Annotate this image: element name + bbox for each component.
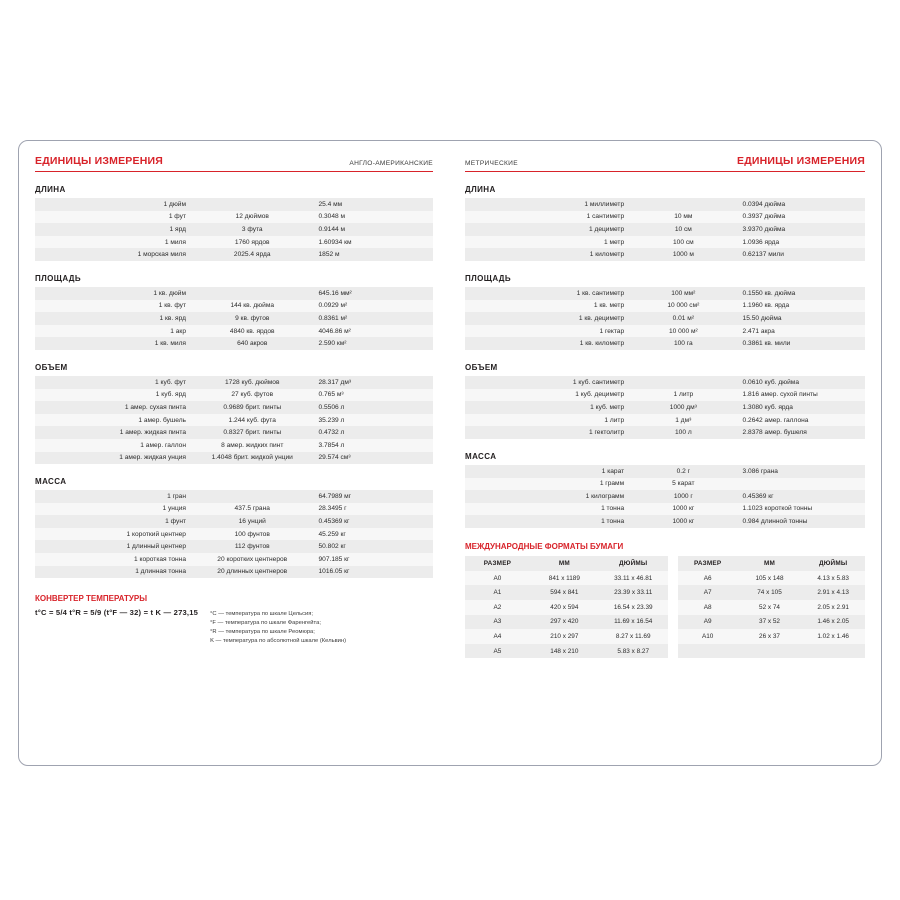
table-row bbox=[465, 389, 865, 402]
table-cell bbox=[192, 490, 313, 503]
section-mass-metric bbox=[465, 452, 865, 528]
table-cell: 1 дюйм bbox=[35, 198, 192, 211]
section-area-metric bbox=[465, 274, 865, 350]
table-row bbox=[465, 629, 668, 644]
table-cell bbox=[678, 644, 738, 659]
table-cell: 100 см bbox=[630, 236, 736, 249]
table-cell: 37 x 52 bbox=[738, 615, 802, 630]
table-cell: 0.01 м² bbox=[630, 312, 736, 325]
table-row bbox=[465, 325, 865, 338]
tbody-r1 bbox=[465, 287, 865, 350]
table-row bbox=[465, 490, 865, 503]
section-mass-imperial bbox=[35, 477, 433, 578]
table-cell: 0.765 м³ bbox=[312, 389, 433, 402]
table-row bbox=[35, 325, 433, 338]
section-title: ПЛОЩАДЬ bbox=[465, 273, 512, 283]
table-row bbox=[35, 553, 433, 566]
table-cell: 1.816 амер. сухой пинты bbox=[737, 389, 865, 402]
section-volume-imperial bbox=[35, 363, 433, 464]
section-area-imperial bbox=[35, 274, 433, 350]
table-cell bbox=[192, 287, 313, 300]
table-cell: 1.244 куб. фута bbox=[192, 414, 313, 427]
table-cell: 1 куб. ярд bbox=[35, 389, 192, 402]
table-cell: 1 литр bbox=[630, 389, 736, 402]
table-cell: 25.4 мм bbox=[312, 198, 433, 211]
temperature-note: K — температура по абсолютной шкале (Кельвин) bbox=[210, 638, 347, 645]
table-row bbox=[465, 600, 668, 615]
paper-col-mm: ММ bbox=[738, 556, 802, 571]
temperature-note: °С — температура по шкале Цельсия; bbox=[210, 611, 314, 618]
table-cell: 594 x 841 bbox=[530, 585, 599, 600]
left-column bbox=[19, 141, 449, 765]
table-row bbox=[35, 414, 433, 427]
table-cell: 148 x 210 bbox=[530, 644, 599, 659]
table-cell: A3 bbox=[465, 615, 530, 630]
table-cell: 0.0394 дюйма bbox=[737, 198, 865, 211]
table-row bbox=[465, 300, 865, 313]
table-row bbox=[465, 198, 865, 211]
table-cell: 0.2 г bbox=[630, 465, 736, 478]
section-title: ПЛОЩАДЬ bbox=[35, 273, 82, 283]
table-cell: 0.984 длинной тонны bbox=[737, 515, 865, 528]
right-header bbox=[465, 155, 865, 172]
table-cell: 20 длинных центнеров bbox=[192, 566, 313, 579]
table-cell: 1000 м bbox=[630, 248, 736, 261]
table-cell: A9 bbox=[678, 615, 738, 630]
table-row bbox=[35, 337, 433, 350]
table-cell: 0.3937 дюйма bbox=[737, 211, 865, 224]
table-row bbox=[35, 198, 433, 211]
table-cell: 0.45369 кг bbox=[737, 490, 865, 503]
table-cell: 1 унция bbox=[35, 503, 192, 516]
paper-col-mm: ММ bbox=[530, 556, 599, 571]
table-cell: 1 длинный центнер bbox=[35, 540, 192, 553]
table-cell: 0.3861 кв. мили bbox=[737, 337, 865, 350]
table-cell: 1 ярд bbox=[35, 223, 192, 236]
table-cell: 16 унций bbox=[192, 515, 313, 528]
table-row bbox=[35, 490, 433, 503]
table-row bbox=[35, 223, 433, 236]
table-row bbox=[465, 376, 865, 389]
section-title: ОБЪЕМ bbox=[35, 362, 68, 372]
table-cell: 1.4048 брит. жидкой унции bbox=[192, 452, 313, 465]
table-cell: 1 грамм bbox=[465, 478, 630, 491]
section-length-metric bbox=[465, 185, 865, 261]
temperature-note: °R — температура по шкале Реомюра; bbox=[210, 629, 315, 636]
table-row bbox=[35, 211, 433, 224]
table-cell: 1 гектар bbox=[465, 325, 630, 338]
table-cell: 1 карат bbox=[465, 465, 630, 478]
table-cell: 27 куб. футов bbox=[192, 389, 313, 402]
table-row bbox=[465, 478, 865, 491]
table-row bbox=[465, 503, 865, 516]
table-cell: 0.3048 м bbox=[312, 211, 433, 224]
table-cell: 1.02 x 1.46 bbox=[801, 629, 865, 644]
table-cell: 0.1550 кв. дюйма bbox=[737, 287, 865, 300]
table-cell: 64.7989 мг bbox=[312, 490, 433, 503]
conversion-table bbox=[465, 376, 865, 439]
table-cell: A7 bbox=[678, 585, 738, 600]
table-cell: 8 амер. жидких пинт bbox=[192, 439, 313, 452]
table-row bbox=[35, 236, 433, 249]
conversion-table bbox=[35, 287, 433, 350]
table-cell bbox=[737, 478, 865, 491]
table-cell: 3.9370 дюйма bbox=[737, 223, 865, 236]
table-row bbox=[35, 452, 433, 465]
table-cell: 9 кв. футов bbox=[192, 312, 313, 325]
table-cell: 2.8378 амер. бушеля bbox=[737, 426, 865, 439]
table-cell: 28.317 дм³ bbox=[312, 376, 433, 389]
temperature-converter-title: КОНВЕРТЕР ТЕМПЕРАТУРЫ bbox=[35, 594, 148, 604]
table-row bbox=[678, 585, 865, 600]
table-cell: 1 акр bbox=[35, 325, 192, 338]
table-cell: 144 кв. дюйма bbox=[192, 300, 313, 313]
table-cell: 640 акров bbox=[192, 337, 313, 350]
table-row bbox=[465, 236, 865, 249]
table-row bbox=[35, 426, 433, 439]
table-cell: 1 кв. километр bbox=[465, 337, 630, 350]
table-cell: 0.62137 мили bbox=[737, 248, 865, 261]
table-cell bbox=[738, 644, 802, 659]
table-row bbox=[35, 389, 433, 402]
table-cell bbox=[630, 198, 736, 211]
paper-col-inch: ДЮЙМЫ bbox=[599, 556, 668, 571]
table-cell: 26 x 37 bbox=[738, 629, 802, 644]
table-row bbox=[35, 503, 433, 516]
table-cell: 1 короткая тонна bbox=[35, 553, 192, 566]
table-cell: 1 амер. бушель bbox=[35, 414, 192, 427]
table-cell: 1000 кг bbox=[630, 515, 736, 528]
section-title: ДЛИНА bbox=[35, 185, 66, 194]
table-cell: 1 дм³ bbox=[630, 414, 736, 427]
table-cell: 907.185 кг bbox=[312, 553, 433, 566]
table-cell: 4840 кв. ярдов bbox=[192, 325, 313, 338]
tbody-l0 bbox=[35, 198, 433, 261]
table-cell: 2025.4 ярда bbox=[192, 248, 313, 261]
section-title: МАССА bbox=[35, 477, 67, 487]
table-row bbox=[465, 571, 668, 586]
table-row bbox=[678, 629, 865, 644]
table-row bbox=[678, 571, 865, 586]
section-volume-metric bbox=[465, 363, 865, 439]
table-cell: 1 метр bbox=[465, 236, 630, 249]
table-row bbox=[465, 248, 865, 261]
section-length-imperial bbox=[35, 185, 433, 261]
table-cell: 100 л bbox=[630, 426, 736, 439]
table-cell: 1 амер. жидкая пинта bbox=[35, 426, 192, 439]
table-cell: 1 куб. фут bbox=[35, 376, 192, 389]
right-header-title: ЕДИНИЦЫ ИЗМЕРЕНИЯ bbox=[737, 155, 865, 167]
table-header-row bbox=[678, 556, 865, 571]
tbody-r3 bbox=[465, 465, 865, 528]
table-row bbox=[678, 615, 865, 630]
table-cell: 1 морская миля bbox=[35, 248, 192, 261]
paper-col-inch: ДЮЙМЫ bbox=[801, 556, 865, 571]
conversion-table bbox=[465, 287, 865, 350]
table-cell: 1 килограмм bbox=[465, 490, 630, 503]
conversion-table bbox=[35, 490, 433, 578]
reference-card bbox=[18, 140, 882, 766]
tbody-r0 bbox=[465, 198, 865, 261]
table-cell: A2 bbox=[465, 600, 530, 615]
table-cell: 645.16 мм² bbox=[312, 287, 433, 300]
paper-head-left bbox=[465, 556, 668, 571]
table-cell: 4.13 x 5.83 bbox=[801, 571, 865, 586]
table-cell: A1 bbox=[465, 585, 530, 600]
table-cell: 1 куб. сантиметр bbox=[465, 376, 630, 389]
table-cell: 1 амер. галлон bbox=[35, 439, 192, 452]
table-cell: 2.05 x 2.91 bbox=[801, 600, 865, 615]
conversion-table bbox=[35, 376, 433, 464]
tbody-r2 bbox=[465, 376, 865, 439]
table-row bbox=[465, 515, 865, 528]
table-cell: 0.45369 кг bbox=[312, 515, 433, 528]
table-cell: 437.5 грана bbox=[192, 503, 313, 516]
table-row bbox=[35, 528, 433, 541]
temperature-notes bbox=[210, 610, 346, 646]
table-cell: A6 bbox=[678, 571, 738, 586]
table-cell: 5.83 x 8.27 bbox=[599, 644, 668, 659]
table-row bbox=[465, 211, 865, 224]
table-cell: 1.1960 кв. ярда bbox=[737, 300, 865, 313]
table-cell: A10 bbox=[678, 629, 738, 644]
table-cell bbox=[630, 376, 736, 389]
table-cell: 1 кв. миля bbox=[35, 337, 192, 350]
table-cell: 1.1023 короткой тонны bbox=[737, 503, 865, 516]
left-header-subtitle: АНГЛО-АМЕРИКАНСКИЕ bbox=[349, 160, 433, 167]
table-cell: 1 кв. фут bbox=[35, 300, 192, 313]
table-cell: 52 x 74 bbox=[738, 600, 802, 615]
table-cell: 1000 кг bbox=[630, 503, 736, 516]
table-cell: 1 километр bbox=[465, 248, 630, 261]
table-row bbox=[678, 600, 865, 615]
table-cell: 23.39 x 33.11 bbox=[599, 585, 668, 600]
table-cell: 100 мм² bbox=[630, 287, 736, 300]
table-row bbox=[35, 300, 433, 313]
table-cell: 2.471 акра bbox=[737, 325, 865, 338]
table-cell: 50.802 кг bbox=[312, 540, 433, 553]
table-cell: 29.574 см³ bbox=[312, 452, 433, 465]
table-row bbox=[35, 287, 433, 300]
table-cell: 1 кв. дециметр bbox=[465, 312, 630, 325]
table-cell: A5 bbox=[465, 644, 530, 659]
table-row bbox=[35, 515, 433, 528]
table-cell: 0.4732 л bbox=[312, 426, 433, 439]
table-cell: 1 гектолитр bbox=[465, 426, 630, 439]
table-cell bbox=[192, 198, 313, 211]
table-row bbox=[35, 401, 433, 414]
paper-formats-title: МЕЖДУНАРОДНЫЕ ФОРМАТЫ БУМАГИ bbox=[465, 541, 624, 551]
table-cell: 1 сантиметр bbox=[465, 211, 630, 224]
section-title: ОБЪЕМ bbox=[465, 362, 498, 372]
table-cell: 0.9689 брит. пинты bbox=[192, 401, 313, 414]
table-row bbox=[465, 465, 865, 478]
paper-col-size: РАЗМЕР bbox=[678, 556, 738, 571]
table-cell: 1760 ярдов bbox=[192, 236, 313, 249]
table-cell: 10 мм bbox=[630, 211, 736, 224]
table-header-row bbox=[465, 556, 668, 571]
table-cell: 1016.05 кг bbox=[312, 566, 433, 579]
table-row bbox=[465, 585, 668, 600]
table-cell: 100 га bbox=[630, 337, 736, 350]
table-cell: A4 bbox=[465, 629, 530, 644]
table-cell: 1 длинная тонна bbox=[35, 566, 192, 579]
table-cell: 112 фунтов bbox=[192, 540, 313, 553]
table-cell: 1 тонна bbox=[465, 503, 630, 516]
table-cell: 1.3080 куб. ярда bbox=[737, 401, 865, 414]
table-row bbox=[35, 540, 433, 553]
temperature-converter bbox=[35, 608, 433, 646]
table-cell: 15.50 дюйма bbox=[737, 312, 865, 325]
table-cell: A8 bbox=[678, 600, 738, 615]
table-cell: 0.0929 м² bbox=[312, 300, 433, 313]
table-cell: 3 фута bbox=[192, 223, 313, 236]
table-cell: 2.590 км² bbox=[312, 337, 433, 350]
table-cell: 1 кв. сантиметр bbox=[465, 287, 630, 300]
table-cell: 1 куб. дециметр bbox=[465, 389, 630, 402]
tbody-l1 bbox=[35, 287, 433, 350]
table-row bbox=[35, 248, 433, 261]
tbody-l3 bbox=[35, 490, 433, 578]
table-row bbox=[465, 312, 865, 325]
table-cell: 0.2642 амер. галлона bbox=[737, 414, 865, 427]
table-row bbox=[35, 312, 433, 325]
table-cell: 33.11 x 46.81 bbox=[599, 571, 668, 586]
temperature-formula: t°C = 5/4 t°R = 5/9 (t°F — 32) = t K — 273,15 bbox=[35, 608, 199, 618]
table-cell: 4046.86 м² bbox=[312, 325, 433, 338]
table-cell: 0.0610 куб. дюйма bbox=[737, 376, 865, 389]
table-row bbox=[465, 337, 865, 350]
table-cell: 1.60934 км bbox=[312, 236, 433, 249]
section-title: ДЛИНА bbox=[465, 185, 496, 194]
table-cell: 1 дециметр bbox=[465, 223, 630, 236]
table-cell: 2.91 x 4.13 bbox=[801, 585, 865, 600]
table-cell: 210 x 297 bbox=[530, 629, 599, 644]
paper-formats bbox=[465, 556, 865, 659]
table-cell: 1 фут bbox=[35, 211, 192, 224]
table-row bbox=[465, 615, 668, 630]
table-row bbox=[465, 287, 865, 300]
table-row bbox=[465, 223, 865, 236]
table-cell: 3.7854 л bbox=[312, 439, 433, 452]
table-cell: 1 куб. метр bbox=[465, 401, 630, 414]
table-row bbox=[465, 644, 668, 659]
table-cell: 1.46 x 2.05 bbox=[801, 615, 865, 630]
table-row bbox=[465, 426, 865, 439]
table-cell: 1 литр bbox=[465, 414, 630, 427]
table-cell: 1852 м bbox=[312, 248, 433, 261]
table-cell: 45.259 кг bbox=[312, 528, 433, 541]
tbody-paper-left bbox=[465, 571, 668, 659]
table-cell: 10 000 см² bbox=[630, 300, 736, 313]
table-cell: 1 амер. сухая пинта bbox=[35, 401, 192, 414]
right-header-subtitle: МЕТРИЧЕСКИЕ bbox=[465, 160, 518, 167]
table-cell bbox=[801, 644, 865, 659]
table-cell: 420 x 594 bbox=[530, 600, 599, 615]
tbody-l2 bbox=[35, 376, 433, 464]
table-cell: 10 000 м² bbox=[630, 325, 736, 338]
table-cell: 0.8361 м² bbox=[312, 312, 433, 325]
table-cell: 1 миллиметр bbox=[465, 198, 630, 211]
right-column bbox=[449, 141, 881, 765]
table-cell: 297 x 420 bbox=[530, 615, 599, 630]
table-cell: 11.69 x 16.54 bbox=[599, 615, 668, 630]
table-cell: 1000 дм³ bbox=[630, 401, 736, 414]
table-cell: 1 амер. жидкая унция bbox=[35, 452, 192, 465]
table-cell: 8.27 x 11.69 bbox=[599, 629, 668, 644]
tbody-paper-right bbox=[678, 571, 865, 659]
table-cell: 100 фунтов bbox=[192, 528, 313, 541]
table-cell: 35.239 л bbox=[312, 414, 433, 427]
table-cell: 1000 г bbox=[630, 490, 736, 503]
table-row bbox=[35, 439, 433, 452]
table-cell: 1 кв. метр bbox=[465, 300, 630, 313]
table-cell: 3.086 грана bbox=[737, 465, 865, 478]
table-row bbox=[35, 566, 433, 579]
table-cell: 16.54 x 23.39 bbox=[599, 600, 668, 615]
table-cell: 0.5506 л bbox=[312, 401, 433, 414]
table-cell: 841 x 1189 bbox=[530, 571, 599, 586]
temperature-note: °F — температура по шкале Фаренгейта; bbox=[210, 620, 321, 627]
table-cell: 0.8327 брит. пинты bbox=[192, 426, 313, 439]
table-cell: 1 фунт bbox=[35, 515, 192, 528]
table-cell: 5 карат bbox=[630, 478, 736, 491]
table-cell: 74 x 105 bbox=[738, 585, 802, 600]
table-cell: 1.0936 ярда bbox=[737, 236, 865, 249]
table-cell: A0 bbox=[465, 571, 530, 586]
table-cell: 1728 куб. дюймов bbox=[192, 376, 313, 389]
table-cell: 28.3495 г bbox=[312, 503, 433, 516]
conversion-table bbox=[35, 198, 433, 261]
table-row bbox=[35, 376, 433, 389]
table-row bbox=[465, 401, 865, 414]
table-cell: 10 см bbox=[630, 223, 736, 236]
table-cell: 1 тонна bbox=[465, 515, 630, 528]
left-header bbox=[35, 155, 433, 172]
paper-col-size: РАЗМЕР bbox=[465, 556, 530, 571]
paper-table-left bbox=[465, 556, 668, 659]
table-cell: 20 коротких центнеров bbox=[192, 553, 313, 566]
table-row bbox=[678, 644, 865, 659]
section-title: МАССА bbox=[465, 451, 497, 461]
table-cell: 0.9144 м bbox=[312, 223, 433, 236]
table-cell: 12 дюймов bbox=[192, 211, 313, 224]
table-cell: 1 миля bbox=[35, 236, 192, 249]
table-cell: 1 гран bbox=[35, 490, 192, 503]
paper-head-right bbox=[678, 556, 865, 571]
conversion-table bbox=[465, 465, 865, 528]
conversion-table bbox=[465, 198, 865, 261]
table-cell: 1 кв. ярд bbox=[35, 312, 192, 325]
paper-table-right bbox=[678, 556, 865, 659]
left-header-title: ЕДИНИЦЫ ИЗМЕРЕНИЯ bbox=[35, 155, 163, 167]
table-cell: 105 x 148 bbox=[738, 571, 802, 586]
table-cell: 1 короткий центнер bbox=[35, 528, 192, 541]
table-cell: 1 кв. дюйм bbox=[35, 287, 192, 300]
table-row bbox=[465, 414, 865, 427]
